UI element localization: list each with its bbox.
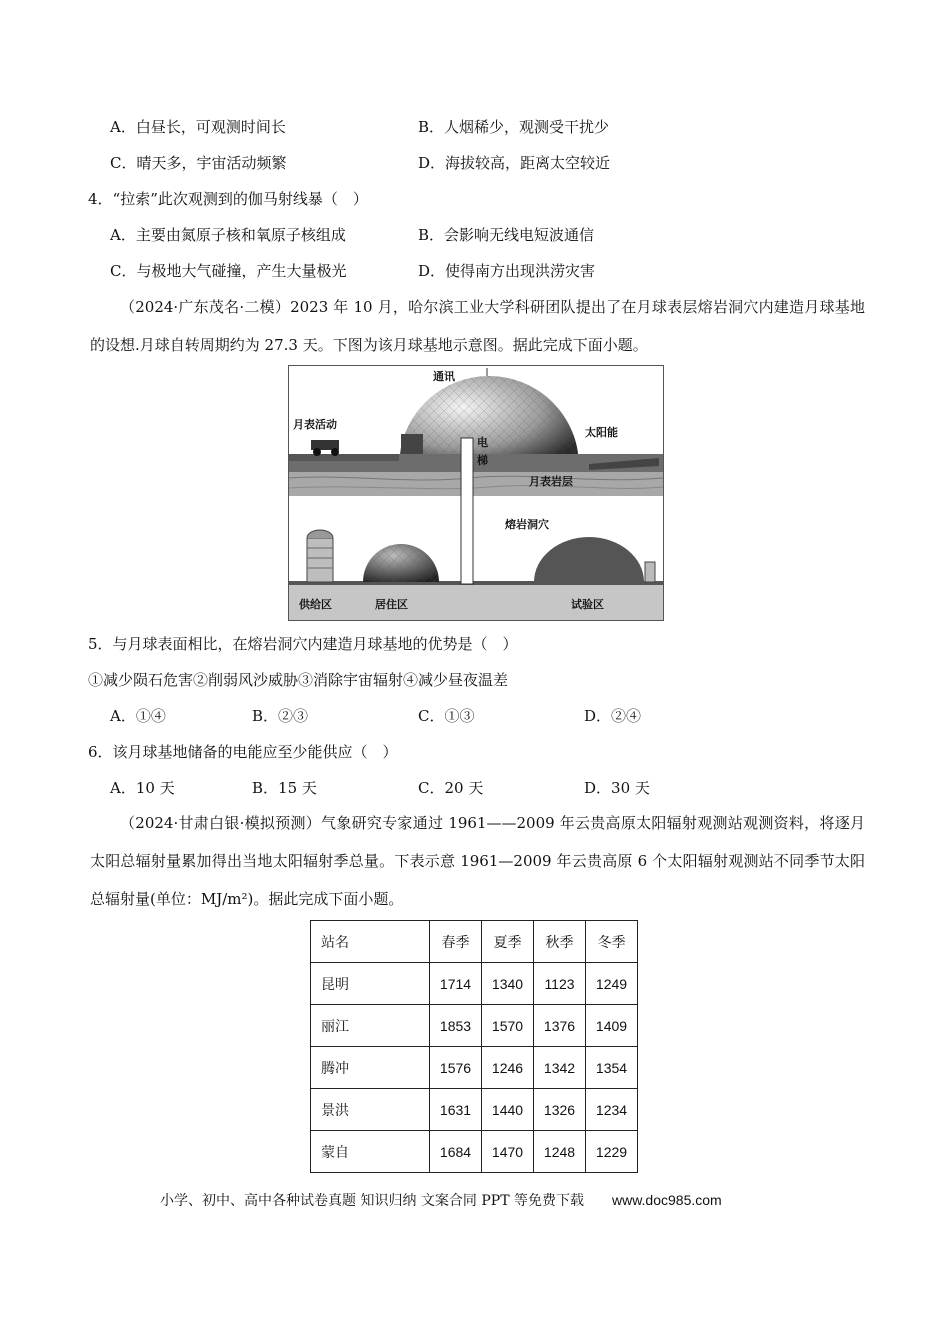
q4-stem: 4．“拉索”此次观测到的伽马射线暴（ ）: [88, 190, 368, 208]
table-cell: 丽江: [311, 1005, 430, 1047]
table-cell: 景洪: [311, 1089, 430, 1131]
table-cell: 1229: [586, 1131, 638, 1173]
label-supply: 供给区: [299, 598, 332, 611]
q5-option-a: A．①④: [110, 707, 166, 725]
footer-text: 小学、初中、高中各种试卷真题 知识归纳 文案合同 PPT 等免费下载: [160, 1193, 584, 1209]
table-cell: 1246: [482, 1047, 534, 1089]
solar-radiation-table: [310, 920, 638, 1173]
label-rock-layer: 月表岩层: [529, 475, 573, 488]
table-header: 春季: [430, 921, 482, 963]
page-footer: [160, 1190, 722, 1210]
label-lava-cave: 熔岩洞穴: [505, 518, 549, 531]
table-cell: 1631: [430, 1089, 482, 1131]
q6-option-d: D．30 天: [584, 779, 650, 797]
footer-url[interactable]: www.doc985.com: [611, 1192, 722, 1208]
q3-option-a: A．白昼长，可观测时间长: [110, 118, 286, 136]
table-cell: 蒙自: [311, 1131, 430, 1173]
label-solar: 太阳能: [585, 426, 618, 439]
table-header: 站名: [311, 921, 430, 963]
table-header-row: [311, 921, 638, 963]
label-comm: 通讯: [433, 370, 455, 383]
label-elevator-2: 梯: [477, 454, 488, 467]
table-cell: 1248: [534, 1131, 586, 1173]
table-header: 夏季: [482, 921, 534, 963]
q6-option-b: B．15 天: [252, 779, 317, 797]
table-row: [311, 1005, 638, 1047]
moon-base-figure: [288, 365, 664, 621]
q5-option-c: C．①③: [418, 707, 475, 725]
table-row: [311, 963, 638, 1005]
table-cell: 1409: [586, 1005, 638, 1047]
q5-option-d: D．②④: [584, 707, 642, 725]
table-cell: 1342: [534, 1047, 586, 1089]
q5-option-b: B．②③: [252, 707, 309, 725]
q4-option-a: A．主要由氮原子核和氧原子核组成: [110, 226, 346, 244]
label-elevator-1: 电: [477, 436, 488, 449]
q6-stem: 6．该月球基地储备的电能应至少能供应（ ）: [88, 743, 398, 761]
q6-option-a: A．10 天: [110, 779, 175, 797]
moon-base-diagram: [289, 366, 663, 620]
table-cell: 1853: [430, 1005, 482, 1047]
table-cell: 1123: [534, 963, 586, 1005]
table-row: [311, 1131, 638, 1173]
q3-option-d: D．海拔较高，距离太空较近: [418, 154, 611, 172]
table-header: 冬季: [586, 921, 638, 963]
table-header: 秋季: [534, 921, 586, 963]
table-cell: 1570: [482, 1005, 534, 1047]
q3-option-c: C．晴天多，宇宙活动频繁: [110, 154, 287, 172]
table-row: [311, 1089, 638, 1131]
passage-solar-radiation: （2024·甘肃白银·模拟预测）气象研究专家通过 1961——2009 年云贵高原太阳辐射观测站观测资料，将逐月太阳总辐射量累加得出当地太阳辐射季总量。下表示意 1961—2009 年云贵高原 6 个太阳辐射观测站不同季节太阳总辐射量(单位：MJ/m²)。据此完成下面小题。: [90, 814, 865, 908]
label-living: 居住区: [375, 598, 408, 611]
table-cell: 1470: [482, 1131, 534, 1173]
table-cell: 1376: [534, 1005, 586, 1047]
q5-choices: ①减少陨石危害②削弱风沙威胁③消除宇宙辐射④减少昼夜温差: [88, 671, 509, 689]
table-cell: 腾冲: [311, 1047, 430, 1089]
label-surface-activity: 月表活动: [293, 418, 337, 431]
label-test: 试验区: [571, 598, 604, 611]
table-cell: 1326: [534, 1089, 586, 1131]
table-cell: 1576: [430, 1047, 482, 1089]
table-cell: 昆明: [311, 963, 430, 1005]
q5-stem: 5．与月球表面相比，在熔岩洞穴内建造月球基地的优势是（ ）: [88, 635, 518, 653]
table-cell: 1340: [482, 963, 534, 1005]
passage-moon-base: （2024·广东茂名·二模）2023 年 10 月，哈尔滨工业大学科研团队提出了在月球表层熔岩洞穴内建造月球基地的设想.月球自转周期约为 27.3 天。下图为该月球基地示意图。据此完成下面小题。: [90, 298, 865, 354]
table-cell: 1249: [586, 963, 638, 1005]
q3-option-b: B．人烟稀少，观测受干扰少: [418, 118, 610, 136]
table-cell: 1684: [430, 1131, 482, 1173]
table-cell: 1714: [430, 963, 482, 1005]
q4-option-d: D．使得南方出现洪涝灾害: [418, 262, 596, 280]
q4-option-c: C．与极地大气碰撞，产生大量极光: [110, 262, 347, 280]
table-cell: 1440: [482, 1089, 534, 1131]
q6-option-c: C．20 天: [418, 779, 484, 797]
table-row: [311, 1047, 638, 1089]
q4-option-b: B．会影响无线电短波通信: [418, 226, 595, 244]
table-cell: 1234: [586, 1089, 638, 1131]
table-cell: 1354: [586, 1047, 638, 1089]
